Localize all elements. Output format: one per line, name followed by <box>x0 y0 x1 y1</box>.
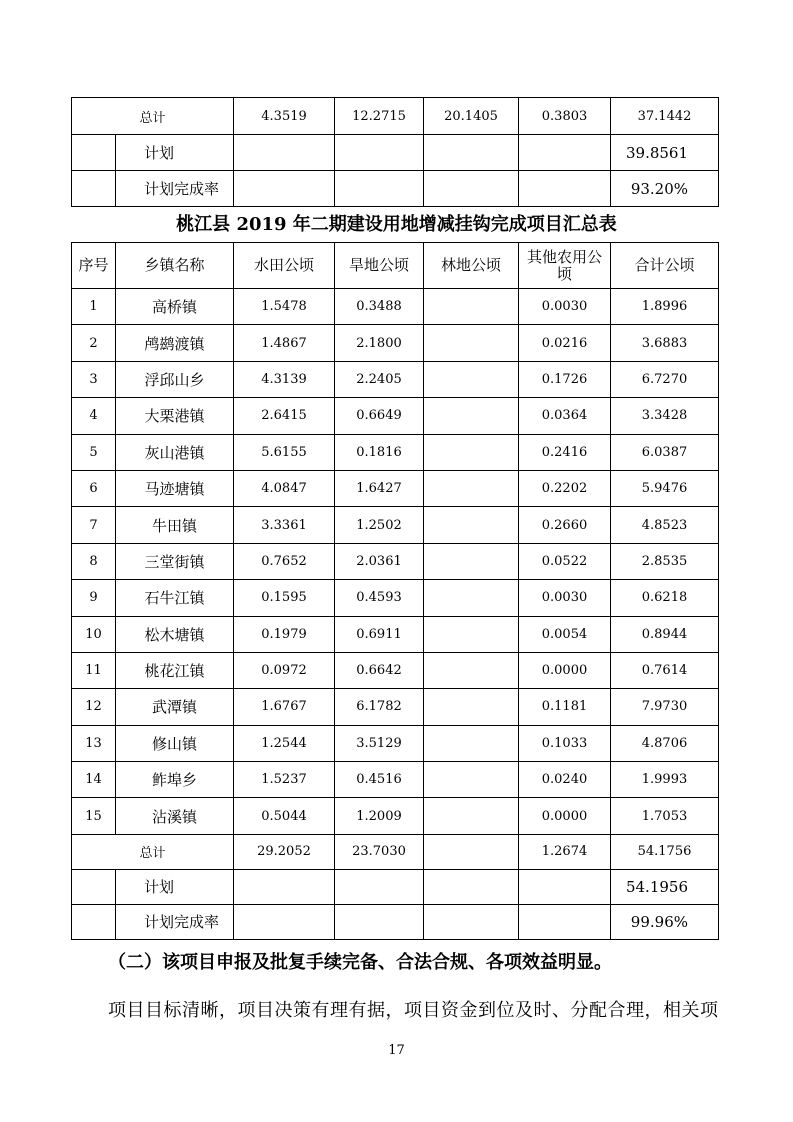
table-cell <box>424 470 519 506</box>
table-row <box>72 798 719 834</box>
table-cell <box>424 652 519 688</box>
table-cell: 4.3139 <box>234 361 335 397</box>
table-cell: 2.6415 <box>234 398 335 434</box>
table-cell: 2.8535 <box>611 543 719 579</box>
table-cell: 鲊埠乡 <box>116 762 234 798</box>
table-row <box>72 543 719 579</box>
table-cell: 1.7053 <box>611 798 719 834</box>
col-header: 林地公顷 <box>424 243 519 289</box>
table-cell: 1.6427 <box>335 470 424 506</box>
table-cell: 2 <box>72 325 116 361</box>
total-label: 总计 <box>72 98 234 135</box>
table-cell: 11 <box>72 652 116 688</box>
total-cell: 23.7030 <box>335 834 424 869</box>
rate-label: 计划完成率 <box>116 171 234 207</box>
table-cell: 0.0240 <box>519 762 611 798</box>
table-cell: 8 <box>72 543 116 579</box>
table-cell: 0.7614 <box>611 652 719 688</box>
table-row <box>72 434 719 470</box>
table-cell: 1.4867 <box>234 325 335 361</box>
table-cell: 5.6155 <box>234 434 335 470</box>
table-cell <box>424 398 519 434</box>
table-cell: 5 <box>72 434 116 470</box>
table-cell: 马迹塘镇 <box>116 470 234 506</box>
table-cell <box>424 580 519 616</box>
table-cell: 0.1726 <box>519 361 611 397</box>
body-paragraph: 项目目标清晰，项目决策有理有据，项目资金到位及时、分配合理，相关项 <box>108 1000 719 1021</box>
table-cell: 0.0030 <box>519 289 611 325</box>
table-row <box>72 652 719 688</box>
table-cell: 3.5129 <box>335 725 424 761</box>
table-row <box>72 398 719 434</box>
table-cell: 石牛江镇 <box>116 580 234 616</box>
table-cell: 4 <box>72 398 116 434</box>
total-cell: 54.1756 <box>611 834 719 869</box>
table-cell: 2.0361 <box>335 543 424 579</box>
table-cell: 0.1979 <box>234 616 335 652</box>
table-cell: 武潭镇 <box>116 689 234 725</box>
table-title: 桃江县 2019 年二期建设用地增减挂钩完成项目汇总表 <box>176 214 617 235</box>
table-cell: 6.0387 <box>611 434 719 470</box>
table-cell: 0.0000 <box>519 798 611 834</box>
plan-row <box>72 135 719 171</box>
table-row <box>72 507 719 543</box>
table-cell: 0.6642 <box>335 652 424 688</box>
table-cell: 2.1800 <box>335 325 424 361</box>
table-cell: 2.2405 <box>335 361 424 397</box>
table-cell: 1 <box>72 289 116 325</box>
table-cell <box>424 543 519 579</box>
table-cell: 牛田镇 <box>116 507 234 543</box>
table-cell <box>424 361 519 397</box>
table-cell: 7 <box>72 507 116 543</box>
rate-row <box>72 904 719 939</box>
table-cell: 0.5044 <box>234 798 335 834</box>
table-row <box>72 616 719 652</box>
table-cell: 4.8706 <box>611 725 719 761</box>
total-cell: 20.1405 <box>424 98 519 135</box>
table-cell: 1.8996 <box>611 289 719 325</box>
table-cell: 灰山港镇 <box>116 434 234 470</box>
table-row <box>72 470 719 506</box>
table-cell <box>424 434 519 470</box>
table-row <box>72 325 719 361</box>
table-cell: 3.3361 <box>234 507 335 543</box>
table-cell: 0.2202 <box>519 470 611 506</box>
col-header: 乡镇名称 <box>116 243 234 289</box>
col-header: 旱地公顷 <box>335 243 424 289</box>
table-cell: 1.2544 <box>234 725 335 761</box>
table-cell: 0.0364 <box>519 398 611 434</box>
table-cell <box>424 798 519 834</box>
table-cell <box>424 289 519 325</box>
total-cell: 4.3519 <box>234 98 335 135</box>
total-cell: 0.3803 <box>519 98 611 135</box>
total-cell: 1.2674 <box>519 834 611 869</box>
table-cell: 0.0000 <box>519 652 611 688</box>
table-cell: 浮邱山乡 <box>116 361 234 397</box>
table-cell: 鸬鹚渡镇 <box>116 325 234 361</box>
table-cell: 0.0522 <box>519 543 611 579</box>
table-cell: 14 <box>72 762 116 798</box>
table-cell: 1.5478 <box>234 289 335 325</box>
table-cell <box>424 689 519 725</box>
table-cell: 高桥镇 <box>116 289 234 325</box>
table-cell: 桃花江镇 <box>116 652 234 688</box>
plan-value: 54.1956 <box>611 869 719 904</box>
table-cell: 0.1033 <box>519 725 611 761</box>
table-cell: 0.2660 <box>519 507 611 543</box>
table-cell: 三堂街镇 <box>116 543 234 579</box>
table-row <box>72 725 719 761</box>
plan-value: 39.8561 <box>611 135 719 171</box>
table-cell: 7.9730 <box>611 689 719 725</box>
table-cell: 1.2502 <box>335 507 424 543</box>
table-cell: 沾溪镇 <box>116 798 234 834</box>
rate-row <box>72 171 719 207</box>
table-cell <box>424 762 519 798</box>
col-header: 其他农用公顷 <box>519 243 611 289</box>
table-cell: 0.7652 <box>234 543 335 579</box>
table-cell: 0.1816 <box>335 434 424 470</box>
table-cell: 1.9993 <box>611 762 719 798</box>
table-cell <box>424 616 519 652</box>
table-cell: 3.3428 <box>611 398 719 434</box>
rate-value: 99.96% <box>611 904 719 939</box>
table-row <box>72 689 719 725</box>
total-row <box>72 98 719 135</box>
table-cell: 1.2009 <box>335 798 424 834</box>
table-row <box>72 580 719 616</box>
table-cell: 12 <box>72 689 116 725</box>
total-cell <box>424 834 519 869</box>
table-cell: 9 <box>72 580 116 616</box>
table-cell: 0.3488 <box>335 289 424 325</box>
summary-table-previous <box>71 97 719 207</box>
table-cell: 0.8944 <box>611 616 719 652</box>
col-header: 水田公顷 <box>234 243 335 289</box>
table-cell: 3.6883 <box>611 325 719 361</box>
table-cell: 0.0054 <box>519 616 611 652</box>
table-cell <box>424 507 519 543</box>
plan-label: 计划 <box>116 135 234 171</box>
table-cell: 0.2416 <box>519 434 611 470</box>
summary-table <box>71 242 719 940</box>
table-cell: 修山镇 <box>116 725 234 761</box>
table-cell: 松木塘镇 <box>116 616 234 652</box>
col-header: 序号 <box>72 243 116 289</box>
header-row <box>72 243 719 289</box>
plan-label: 计划 <box>116 869 234 904</box>
table-cell: 0.0216 <box>519 325 611 361</box>
table-cell: 6.7270 <box>611 361 719 397</box>
rate-label: 计划完成率 <box>116 904 234 939</box>
table-cell: 0.6911 <box>335 616 424 652</box>
table-cell: 0.0972 <box>234 652 335 688</box>
table-row <box>72 289 719 325</box>
table-cell: 0.1595 <box>234 580 335 616</box>
table-cell: 15 <box>72 798 116 834</box>
table-row <box>72 361 719 397</box>
total-cell: 37.1442 <box>611 98 719 135</box>
table-cell: 13 <box>72 725 116 761</box>
table-cell: 0.6218 <box>611 580 719 616</box>
table-cell: 1.5237 <box>234 762 335 798</box>
table-row <box>72 762 719 798</box>
total-label: 总计 <box>72 834 234 869</box>
table-cell: 0.4593 <box>335 580 424 616</box>
table-cell: 0.4516 <box>335 762 424 798</box>
page-number: 17 <box>388 1043 405 1058</box>
table-cell <box>424 725 519 761</box>
table-cell <box>424 325 519 361</box>
table-cell: 0.1181 <box>519 689 611 725</box>
col-header: 合计公顷 <box>611 243 719 289</box>
table-cell: 大栗港镇 <box>116 398 234 434</box>
plan-row <box>72 869 719 904</box>
total-cell: 12.2715 <box>335 98 424 135</box>
section-heading: （二）该项目申报及批复手续完备、合法合规、各项效益明显。 <box>108 952 612 973</box>
rate-value: 93.20% <box>611 171 719 207</box>
table-cell: 3 <box>72 361 116 397</box>
table-cell: 0.0030 <box>519 580 611 616</box>
table-cell: 1.6767 <box>234 689 335 725</box>
table-cell: 6 <box>72 470 116 506</box>
total-row <box>72 834 719 869</box>
table-cell: 4.0847 <box>234 470 335 506</box>
table-cell: 0.6649 <box>335 398 424 434</box>
table-body <box>72 289 719 835</box>
table-cell: 10 <box>72 616 116 652</box>
table-cell: 4.8523 <box>611 507 719 543</box>
table-cell: 6.1782 <box>335 689 424 725</box>
table-cell: 5.9476 <box>611 470 719 506</box>
total-cell: 29.2052 <box>234 834 335 869</box>
